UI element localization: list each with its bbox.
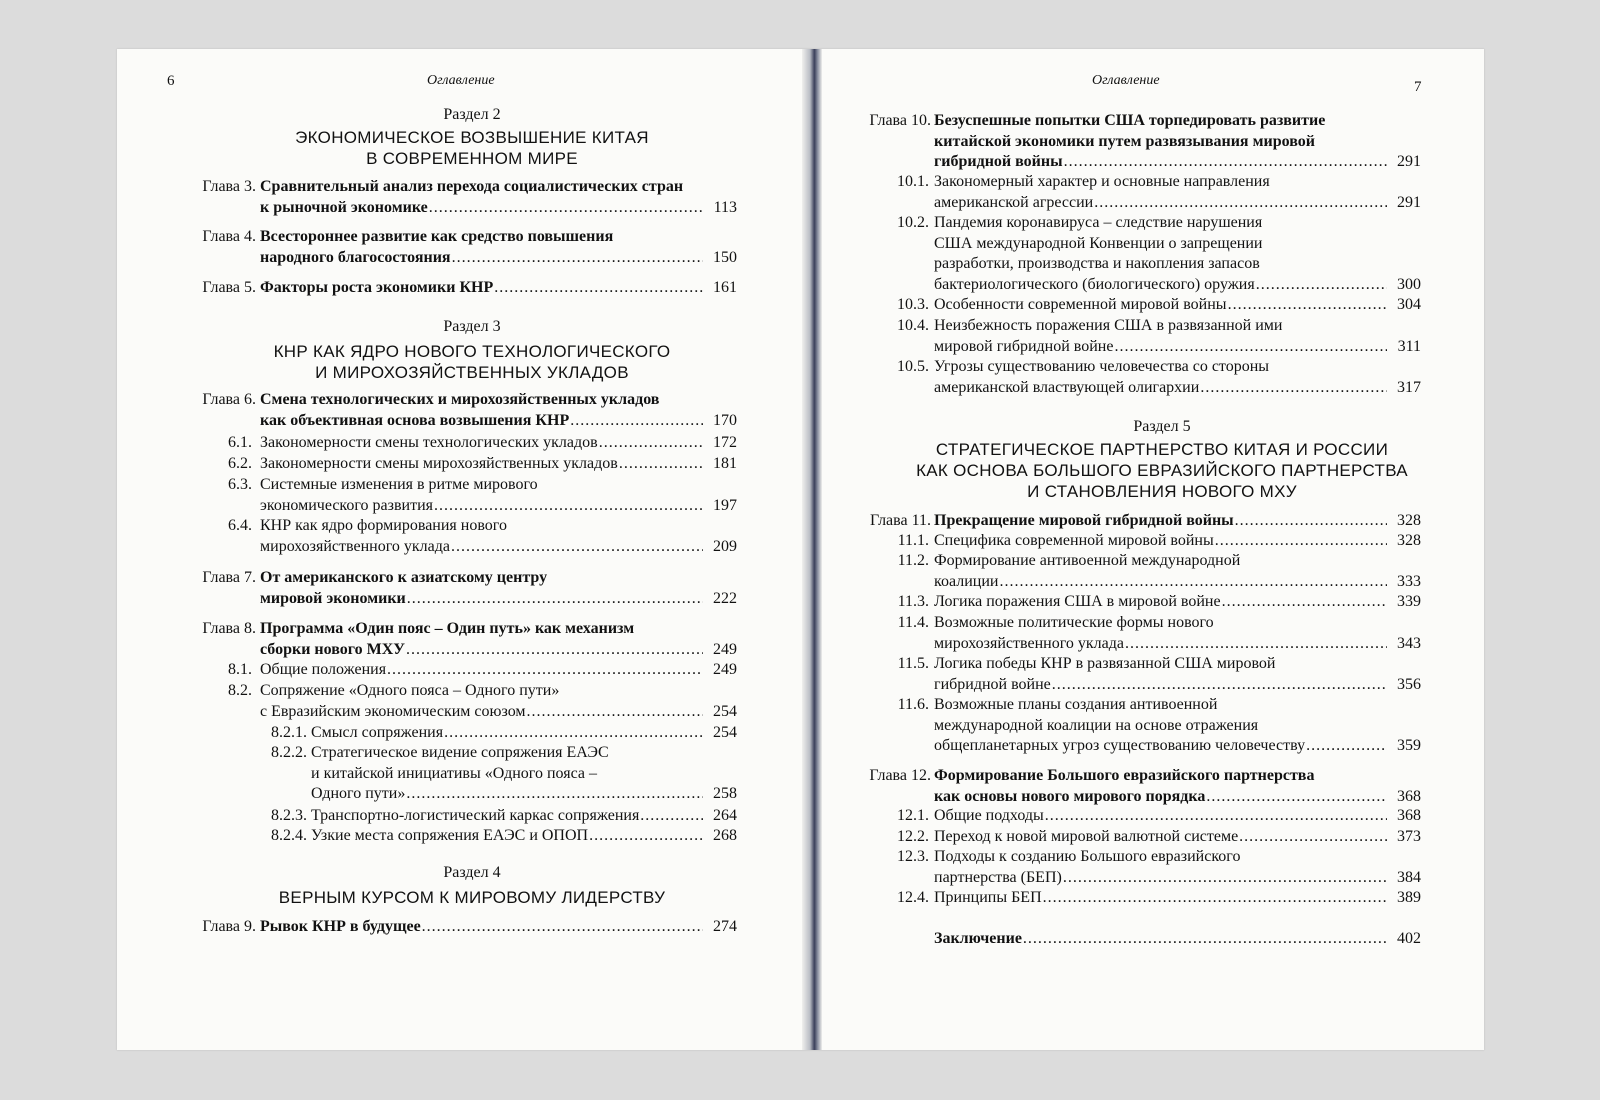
toc-page-number: 181 [713, 455, 737, 472]
toc-entry-title: экономического развития [260, 496, 433, 514]
toc-entry-number: 8.2. [228, 682, 252, 699]
toc-entry-title: Сопряжение «Одного пояса – Одного пути» [260, 682, 560, 699]
toc-entry[interactable] [190, 278, 737, 299]
toc-entry-title: Формирование Большого евразийского партнерства [934, 767, 1315, 784]
leader-dots [999, 572, 1387, 593]
toc-page-number: 328 [1397, 532, 1421, 549]
toc-entry-title: как основы нового мирового порядка [934, 787, 1206, 805]
toc-entry-title: Общие подходы [934, 807, 1044, 824]
section-title [862, 439, 1462, 502]
toc-page-number: 311 [1397, 337, 1421, 355]
toc-entry-title: Заключение [934, 930, 1022, 947]
section-label: Раздел 4 [443, 864, 501, 881]
toc-entry-title: Переход к новой мировой валютной системе [934, 828, 1239, 845]
toc-page-number: 249 [713, 661, 737, 678]
toc-entry-title: гибридной войны [934, 153, 1063, 170]
toc-entry-title: Закономерности смены технологических укладов [260, 434, 598, 451]
section-title [237, 127, 707, 169]
leader-dots [1064, 152, 1387, 173]
section-title-line: И СТАНОВЛЕНИЯ НОВОГО МХУ [1027, 482, 1297, 501]
leader-dots [1222, 592, 1387, 613]
toc-entry-title: разработки, производства и накопления запасов [934, 255, 1260, 272]
toc-entry-title: сборки нового МХУ [260, 640, 406, 658]
leader-dots [422, 917, 703, 938]
toc-page-number: 339 [1397, 593, 1421, 610]
toc-entry-number: 12.4. [897, 889, 929, 906]
toc-entry[interactable] [190, 660, 737, 681]
toc-entry-title: народного благосостояния [260, 248, 451, 266]
toc-page-number: 258 [713, 785, 737, 802]
section-label: Раздел 5 [1133, 418, 1191, 435]
leader-dots [444, 723, 703, 744]
toc-entry[interactable] [190, 806, 737, 827]
running-head: Оглавление [1092, 73, 1160, 88]
toc-entry[interactable] [190, 475, 737, 516]
toc-entry-number: 12.2. [897, 828, 929, 845]
leader-dots [1256, 275, 1387, 296]
section-label: Раздел 3 [443, 318, 501, 335]
leader-dots [1045, 806, 1387, 827]
section-title-line: КАК ОСНОВА БОЛЬШОГО ЕВРАЗИЙСКОГО ПАРТНЕРСТВА [916, 461, 1408, 480]
section-title-line: СТРАТЕГИЧЕСКОЕ ПАРТНЕРСТВО КИТАЯ И РОССИИ [935, 440, 1389, 459]
toc-entry-title: Принципы БЕП [934, 889, 1042, 906]
section-title-line: ЭКОНОМИЧЕСКОЕ ВОЗВЫШЕНИЕ КИТАЯ [295, 128, 649, 147]
toc-entry-number: Глава 9. [202, 918, 256, 935]
leader-dots [1215, 531, 1387, 552]
toc-entry-number: Глава 6. [202, 391, 256, 408]
toc-entry-number: 8.2.4. [271, 827, 307, 844]
leader-dots [406, 784, 703, 805]
toc-entry-number: 6.3. [228, 476, 252, 493]
toc-entry[interactable] [190, 227, 737, 268]
toc-entry[interactable] [859, 613, 1421, 654]
toc-page-number: 291 [1397, 193, 1421, 211]
toc-page-number: 274 [713, 918, 737, 935]
toc-entry-title: к рыночной экономике [260, 198, 428, 216]
toc-entry-title: Программа «Один пояс – Один путь» как механизм [260, 620, 635, 637]
toc-entry-title: коалиции [934, 572, 999, 590]
toc-page-number: 384 [1397, 868, 1421, 886]
toc-entry-number: 11.1. [897, 532, 929, 549]
toc-entry-number: 12.3. [897, 848, 929, 865]
toc-entry-title: Особенности современной мировой войны [934, 296, 1227, 313]
toc-page-number: 291 [1397, 153, 1421, 170]
toc-page-number: 268 [713, 827, 737, 844]
toc-entry-number: 8.2.1. [271, 724, 307, 741]
toc-entry-title: бактериологического (биологического) оружия [934, 275, 1255, 293]
toc-entry[interactable] [859, 357, 1421, 398]
toc-page-number: 254 [713, 724, 737, 741]
toc-entry-title: международной коалиции на основе отражения [934, 716, 1259, 734]
leader-dots [1052, 675, 1387, 696]
toc-page-number: 113 [713, 198, 737, 216]
toc-entry-number: 11.4. [897, 614, 929, 631]
toc-entry-number: Глава 7. [202, 569, 256, 586]
toc-entry-number: Глава 10. [869, 112, 931, 129]
toc-page-number: 368 [1397, 787, 1421, 805]
toc-page-number: 343 [1397, 634, 1421, 652]
toc-entry-title: Логика поражения США в мировой войне [934, 593, 1221, 610]
toc-entry-title: Пандемия коронавируса – следствие нарушения [934, 214, 1263, 231]
toc-entry-title: Закономерности смены мирохозяйственных укладов [260, 455, 618, 472]
toc-entry-number: Глава 12. [869, 767, 931, 784]
toc-entry-title: Факторы роста экономики КНР [260, 279, 494, 296]
leader-dots [434, 496, 703, 517]
toc-entry[interactable] [859, 551, 1421, 592]
toc-entry-title: с Евразийским экономическим союзом [260, 702, 526, 720]
leader-dots [1043, 888, 1387, 909]
toc-page-number: 402 [1397, 930, 1421, 947]
toc-entry-title: Смысл сопряжения [311, 724, 444, 741]
toc-entry-title: и китайской инициативы «Одного пояса – [311, 764, 597, 782]
toc-entry-title: партнерства (БЕП) [934, 868, 1062, 886]
left-page [117, 49, 802, 1050]
leader-dots [1114, 337, 1387, 358]
toc-entry-title: американской агрессии [934, 193, 1094, 211]
toc-entry[interactable] [859, 295, 1421, 316]
leader-dots [619, 454, 703, 475]
toc-page-number: 254 [713, 702, 737, 720]
toc-entry-title: Смена технологических и мирохозяйственных укладов [260, 391, 660, 408]
leader-dots [1023, 929, 1387, 950]
toc-entry-title: мирохозяйственного уклада [260, 537, 450, 555]
toc-page-number: 264 [713, 807, 737, 824]
leader-dots [1239, 827, 1387, 848]
toc-entry-title: Системные изменения в ритме мирового [260, 476, 538, 493]
toc-page-number: 333 [1397, 572, 1421, 590]
toc-entry[interactable] [859, 111, 1421, 173]
toc-page-number: 209 [713, 537, 737, 555]
toc-entry-title: От американского к азиатскому центру [260, 569, 548, 586]
toc-entry-number: 11.5. [897, 655, 929, 672]
leader-dots [451, 537, 703, 558]
toc-entry[interactable] [859, 888, 1421, 909]
toc-entry-number: 12.1. [897, 807, 929, 824]
leader-dots [570, 411, 703, 432]
toc-page-number: 368 [1397, 807, 1421, 824]
toc-entry-title: Безуспешные попытки США торпедировать развитие [934, 112, 1326, 129]
toc-entry[interactable] [190, 433, 737, 454]
section-title [237, 887, 707, 908]
toc-entry-title: китайской экономики путем развязывания мировой [934, 132, 1315, 150]
toc-entry[interactable] [859, 654, 1421, 695]
leader-dots [407, 589, 703, 610]
toc-page-number: 222 [713, 589, 737, 607]
leader-dots [589, 826, 703, 847]
toc-entry-number: 8.2.2. [271, 744, 307, 761]
toc-entry[interactable] [859, 531, 1421, 552]
toc-entry-title: мировой гибридной войне [934, 337, 1114, 355]
toc-entry[interactable] [859, 695, 1421, 757]
leader-dots [429, 198, 703, 219]
section-title-line: В СОВРЕМЕННОМ МИРЕ [366, 149, 578, 168]
toc-entry[interactable] [190, 390, 737, 431]
toc-entry[interactable] [859, 213, 1421, 295]
toc-entry-number: Глава 11. [870, 512, 931, 529]
leader-dots [387, 660, 703, 681]
toc-page-number: 197 [713, 496, 737, 514]
leader-dots [1125, 634, 1387, 655]
toc-entry[interactable] [190, 568, 737, 609]
leader-dots [1235, 511, 1387, 532]
toc-page-number: 304 [1397, 296, 1421, 313]
toc-entry-title: США международной Конвенции о запрещении [934, 234, 1263, 252]
toc-entry[interactable] [190, 681, 737, 722]
toc-entry-number: 10.3. [897, 296, 929, 313]
toc-entry[interactable] [190, 177, 737, 218]
toc-entry-title: Рывок КНР в будущее [260, 918, 421, 935]
section-label: Раздел 2 [443, 106, 501, 123]
toc-page-number: 150 [713, 248, 737, 266]
toc-entry[interactable] [859, 766, 1421, 807]
toc-entry[interactable] [859, 806, 1421, 827]
toc-entry-title: Подходы к созданию Большого евразийского [934, 848, 1241, 865]
toc-entry-title: американской властвующей олигархии [934, 378, 1200, 396]
leader-dots [1228, 295, 1387, 316]
toc-entry-title: Специфика современной мировой войны [934, 532, 1214, 549]
toc-entry-number: 11.2. [897, 552, 929, 569]
toc-page-number: 317 [1397, 378, 1421, 396]
toc-entry[interactable] [190, 917, 737, 938]
right-page [822, 49, 1484, 1050]
toc-entry-title: Угрозы существованию человечества со стороны [934, 358, 1270, 375]
leader-dots [1200, 378, 1387, 399]
toc-entry-number: 6.2. [228, 455, 252, 472]
toc-entry-number: 11.6. [897, 696, 929, 713]
toc-entry[interactable] [859, 172, 1421, 213]
toc-entry-title: гибридной войне [934, 675, 1051, 693]
toc-entry-title: мирохозяйственного уклада [934, 634, 1124, 652]
page-number: 6 [167, 73, 175, 89]
toc-entry-number: 6.4. [228, 517, 252, 534]
toc-entry-number: 10.5. [897, 358, 929, 375]
toc-entry[interactable] [859, 511, 1421, 532]
toc-page-number: 249 [713, 640, 737, 658]
leader-dots [1206, 787, 1387, 808]
leader-dots [599, 433, 703, 454]
toc-entry-number: 10.2. [897, 214, 929, 231]
section-title-line: ВЕРНЫМ КУРСОМ К МИРОВОМУ ЛИДЕРСТВУ [278, 888, 666, 907]
leader-dots [640, 806, 703, 827]
toc-page-number: 170 [713, 411, 737, 429]
toc-entry[interactable] [859, 592, 1421, 613]
toc-entry-number: 11.3. [897, 593, 929, 610]
toc-entry[interactable] [859, 316, 1421, 357]
page-number: 7 [1414, 79, 1422, 95]
toc-entry-number: 6.1. [228, 434, 252, 451]
toc-entry-title: Логика победы КНР в развязанной США мировой [934, 655, 1276, 672]
toc-entry-number: 10.1. [897, 173, 929, 190]
leader-dots [452, 248, 703, 269]
toc-entry-number: Глава 3. [202, 178, 256, 195]
leader-dots [494, 278, 703, 299]
toc-page-number: 161 [713, 279, 737, 296]
leader-dots [1063, 868, 1387, 889]
toc-page-number: 359 [1397, 737, 1421, 754]
toc-entry-title: Общие положения [260, 661, 387, 678]
book-spread [117, 49, 1484, 1050]
toc-entry-number: 8.1. [228, 661, 252, 678]
leader-dots [406, 640, 703, 661]
toc-page-number: 356 [1397, 675, 1421, 693]
section-title-line: И МИРОХОЗЯЙСТВЕННЫХ УКЛАДОВ [315, 363, 629, 382]
toc-entry-title: мировой экономики [260, 589, 406, 607]
toc-entry-title: как объективная основа возвышения КНР [260, 411, 570, 429]
toc-entry-number: Глава 5. [202, 279, 256, 296]
toc-entry-title: КНР как ядро формирования нового [260, 517, 507, 534]
leader-dots [527, 702, 703, 723]
section-title [237, 341, 707, 383]
toc-entry-title: Возможные планы создания антивоенной [934, 696, 1218, 713]
toc-entry-number: Глава 4. [202, 228, 256, 245]
toc-entry[interactable] [190, 619, 737, 660]
toc-entry[interactable] [190, 723, 737, 744]
toc-entry-title: Стратегическое видение сопряжения ЕАЭС [311, 744, 609, 761]
toc-entry[interactable] [859, 827, 1421, 848]
toc-page-number: 389 [1397, 889, 1421, 906]
toc-entry-title: Закономерный характер и основные направления [934, 173, 1270, 190]
section-title-line: КНР КАК ЯДРО НОВОГО ТЕХНОЛОГИЧЕСКОГО [273, 342, 671, 361]
leader-dots [1306, 736, 1387, 757]
toc-entry-title: Узкие места сопряжения ЕАЭС и ОПОП [311, 827, 589, 844]
book-gutter [802, 49, 822, 1050]
toc-entry-title: Транспортно-логистический каркас сопряжения [311, 807, 640, 824]
toc-entry-title: Формирование антивоенной международной [934, 552, 1241, 569]
toc-page-number: 172 [713, 434, 737, 451]
leader-dots [1094, 193, 1387, 214]
toc-page-number: 328 [1397, 512, 1421, 529]
toc-entry[interactable] [190, 516, 737, 557]
toc-entry[interactable] [190, 743, 737, 805]
toc-entry-number: 8.2.3. [271, 807, 307, 824]
toc-entry-title: Неизбежность поражения США в развязанной ими [934, 317, 1283, 334]
toc-entry[interactable] [190, 826, 737, 847]
running-head: Оглавление [427, 73, 495, 88]
toc-entry-title: Возможные политические формы нового [934, 614, 1214, 631]
toc-entry-title: Прекращение мировой гибридной войны [934, 512, 1234, 529]
toc-entry-number: 10.4. [897, 317, 929, 334]
toc-entry-title: общепланетарных угроз существованию человечеству [934, 737, 1306, 754]
toc-entry[interactable] [190, 454, 737, 475]
toc-entry-number: Глава 8. [202, 620, 256, 637]
toc-entry-title: Всестороннее развитие как средство повышения [260, 228, 614, 245]
toc-entry[interactable] [859, 847, 1421, 888]
toc-page-number: 300 [1397, 275, 1421, 293]
toc-entry[interactable] [859, 929, 1421, 950]
toc-entry-title: Сравнительный анализ перехода социалистических стран [260, 178, 684, 195]
toc-entry-title: Одного пути» [311, 785, 406, 802]
toc-page-number: 373 [1397, 828, 1421, 845]
